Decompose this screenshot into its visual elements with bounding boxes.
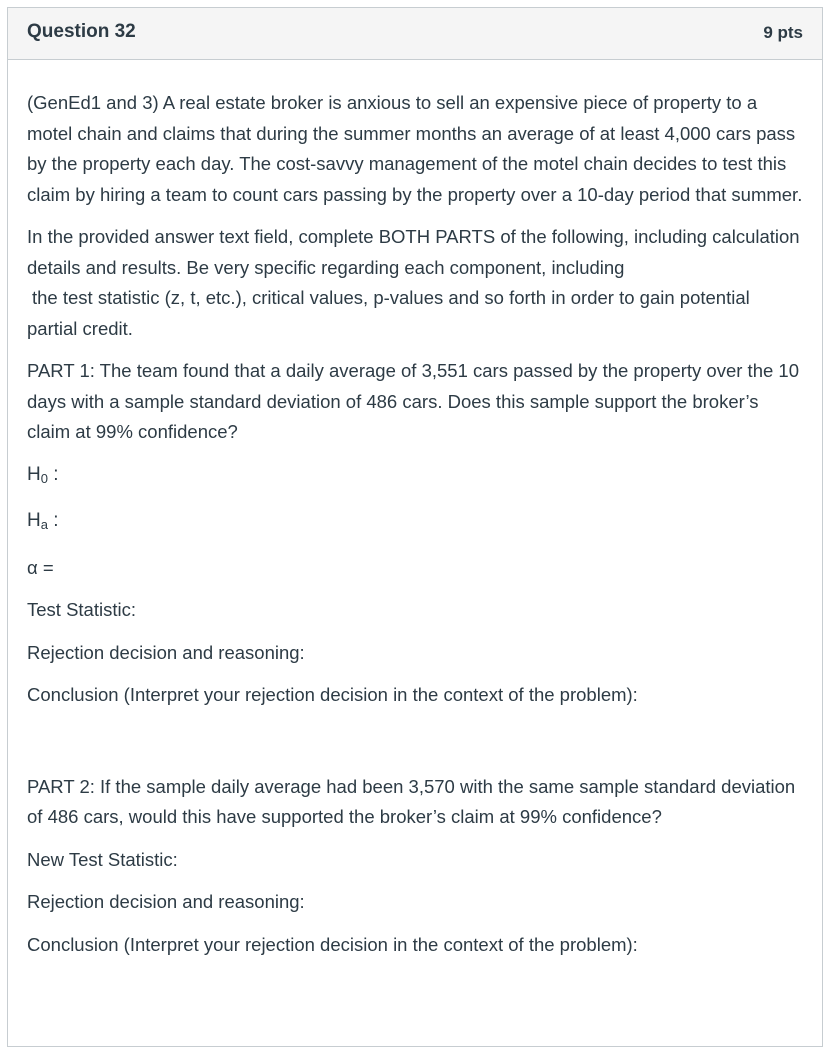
question-body xyxy=(8,60,822,960)
new-test-statistic-label: New Test Statistic: xyxy=(27,848,178,870)
alt-hypothesis-label xyxy=(27,506,803,541)
conclusion-label-part1: Conclusion (Interpret your rejection decision in the context of the problem): xyxy=(27,684,638,705)
alt-hypothesis-symbol: H xyxy=(27,510,41,531)
spacer xyxy=(27,723,803,772)
question-points: 9 pts xyxy=(763,23,803,42)
question-title: Question 32 xyxy=(27,21,136,42)
instructions-paragraph xyxy=(27,222,803,344)
test-statistic-label: Test Statistic: xyxy=(27,599,136,620)
intro-paragraph: (GenEd1 and 3) A real estate broker is anxious to sell an expensive piece of property to a motel chain and claims that during the summer months an average of at least 4,000 cars pass by the property each day. The cost-savvy management of the motel chain decides to test this claim by hiring a team to count cars passing by the property over a 10-day period that summer. xyxy=(27,92,803,205)
rejection-label-part2: Rejection decision and reasoning: xyxy=(27,891,305,912)
alt-hypothesis-subscript: a xyxy=(40,517,48,532)
null-hypothesis-symbol: H xyxy=(27,463,41,485)
instructions-line-2: the test statistic (z, t, etc.), critical values, p-values and so forth in order to gain potential partial credit. xyxy=(27,287,750,339)
instructions-line-1: In the provided answer text field, complete BOTH PARTS of the following, including calculation details and results. Be very specific regarding each component, including xyxy=(27,226,800,278)
question-card xyxy=(7,7,823,1047)
question-header xyxy=(8,8,822,60)
part2-paragraph: PART 2: If the sample daily average had been 3,570 with the same sample standard deviation of 486 cars, would this have supported the broker’s claim at 99% confidence? xyxy=(27,775,796,827)
alt-hypothesis-colon: : xyxy=(47,510,59,531)
null-hypothesis-subscript: 0 xyxy=(40,470,48,486)
rejection-label-part1: Rejection decision and reasoning: xyxy=(27,641,305,663)
part1-paragraph: PART 1: The team found that a daily average of 3,551 cars passed by the property over the 10 days with a sample standard deviation of 486 cars. Does this sample support the broker’s claim at 99% confidence? xyxy=(27,360,799,442)
alpha-label: α = xyxy=(27,556,54,578)
null-hypothesis-colon: : xyxy=(47,463,59,485)
conclusion-label-part2: Conclusion (Interpret your rejection decision in the context of the problem): xyxy=(27,933,638,955)
null-hypothesis-label xyxy=(27,460,803,495)
